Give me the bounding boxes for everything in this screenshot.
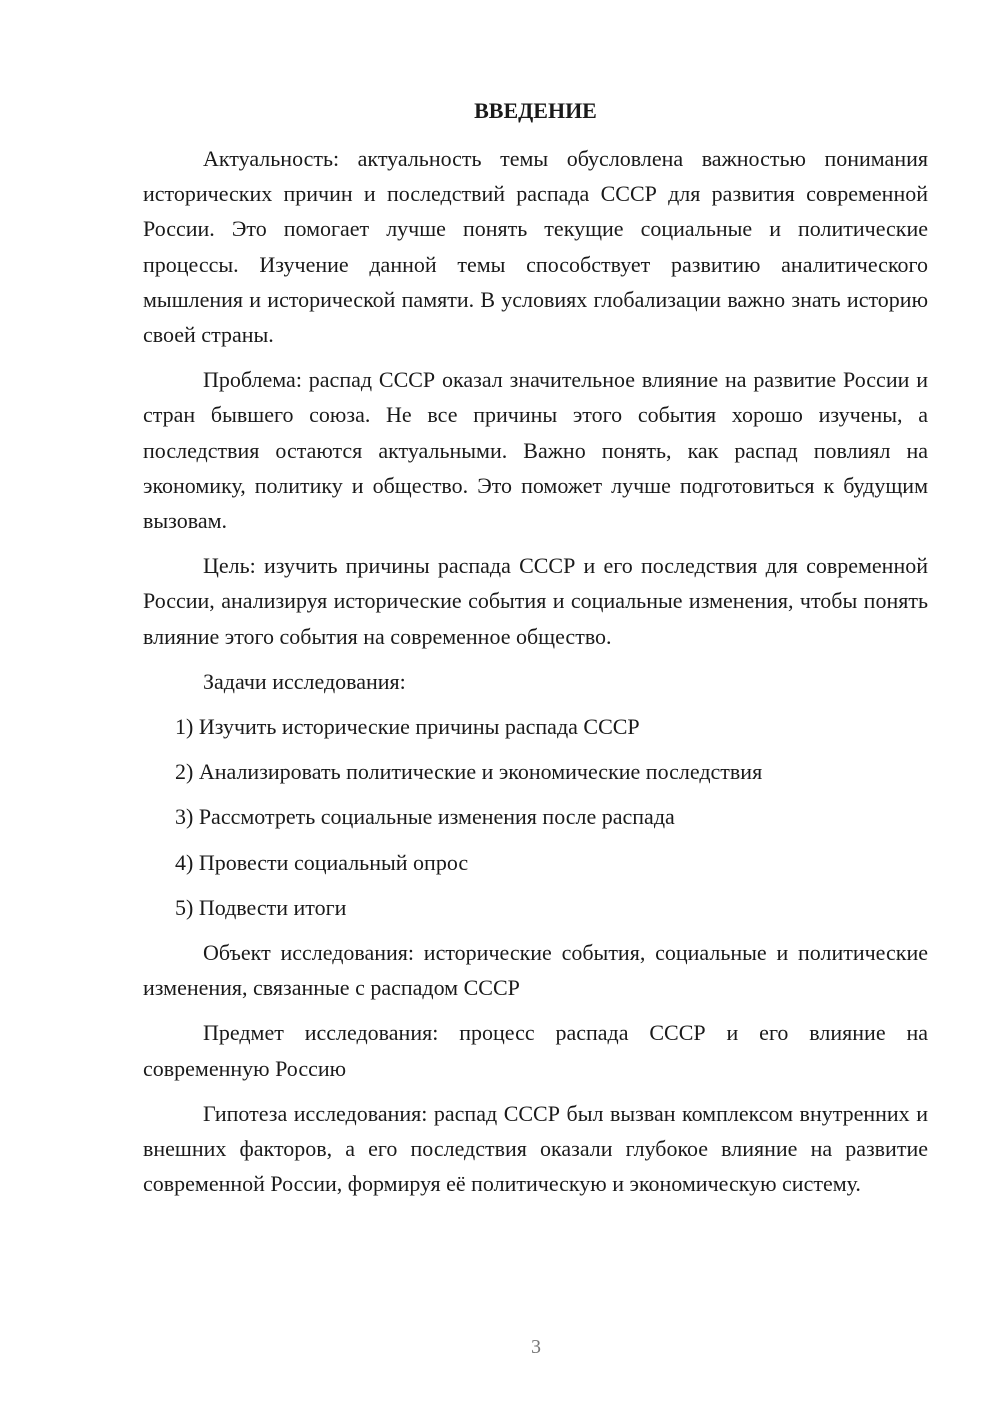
relevance-paragraph: Актуальность: актуальность темы обусловлена важностью понимания исторических причин и последствий распада СССР для развития современной России. Это помогает лучше понять текущие социальные и политические процессы. Изучение данной темы способствует развитию аналитического мышления и исторической памяти. В условиях глобализации важно знать историю своей страны. xyxy=(143,146,928,348)
list-item: 1) Изучить исторические причины распада СССР xyxy=(175,714,640,740)
tasks-label: Задачи исследования: xyxy=(203,668,406,694)
problem-paragraph: Проблема: распад СССР оказал значительное влияние на развитие России и стран бывшего союза. Не все причины этого события хорошо изучены, а последствия остаются актуальными. Важно понять, как распад повлиял на экономику, политику и общество. Это поможет лучше подготовиться к будущим вызовам. xyxy=(143,367,928,534)
page-title: ВВЕДЕНИЕ xyxy=(474,98,597,123)
page-number: 3 xyxy=(531,1336,541,1358)
goal-paragraph: Цель: изучить причины распада СССР и его последствия для современной России, анализируя исторические события и социальные изменения, чтобы понять влияние этого события на современное общество. xyxy=(143,553,928,649)
hypothesis-paragraph: Гипотеза исследования: распад СССР был вызван комплексом внутренних и внешних факторов, а его последствия оказали глубокое влияние на развитие современной России, формируя её политическую и экономическую систему. xyxy=(143,1100,928,1197)
tasks-list xyxy=(143,709,928,925)
list-item: 4) Провести социальный опрос xyxy=(175,849,469,875)
list-item: 5) Подвести итоги xyxy=(175,894,347,920)
list-item: 3) Рассмотреть социальные изменения после распада xyxy=(175,804,675,830)
subject-paragraph: Предмет исследования: процесс распада СССР и его влияние на современную Россию xyxy=(143,1020,928,1081)
document-page xyxy=(143,95,928,1211)
object-paragraph: Объект исследования: исторические события, социальные и политические изменения, связанные с распадом СССР xyxy=(143,940,928,1001)
list-item: 2) Анализировать политические и экономические последствия xyxy=(175,759,763,785)
